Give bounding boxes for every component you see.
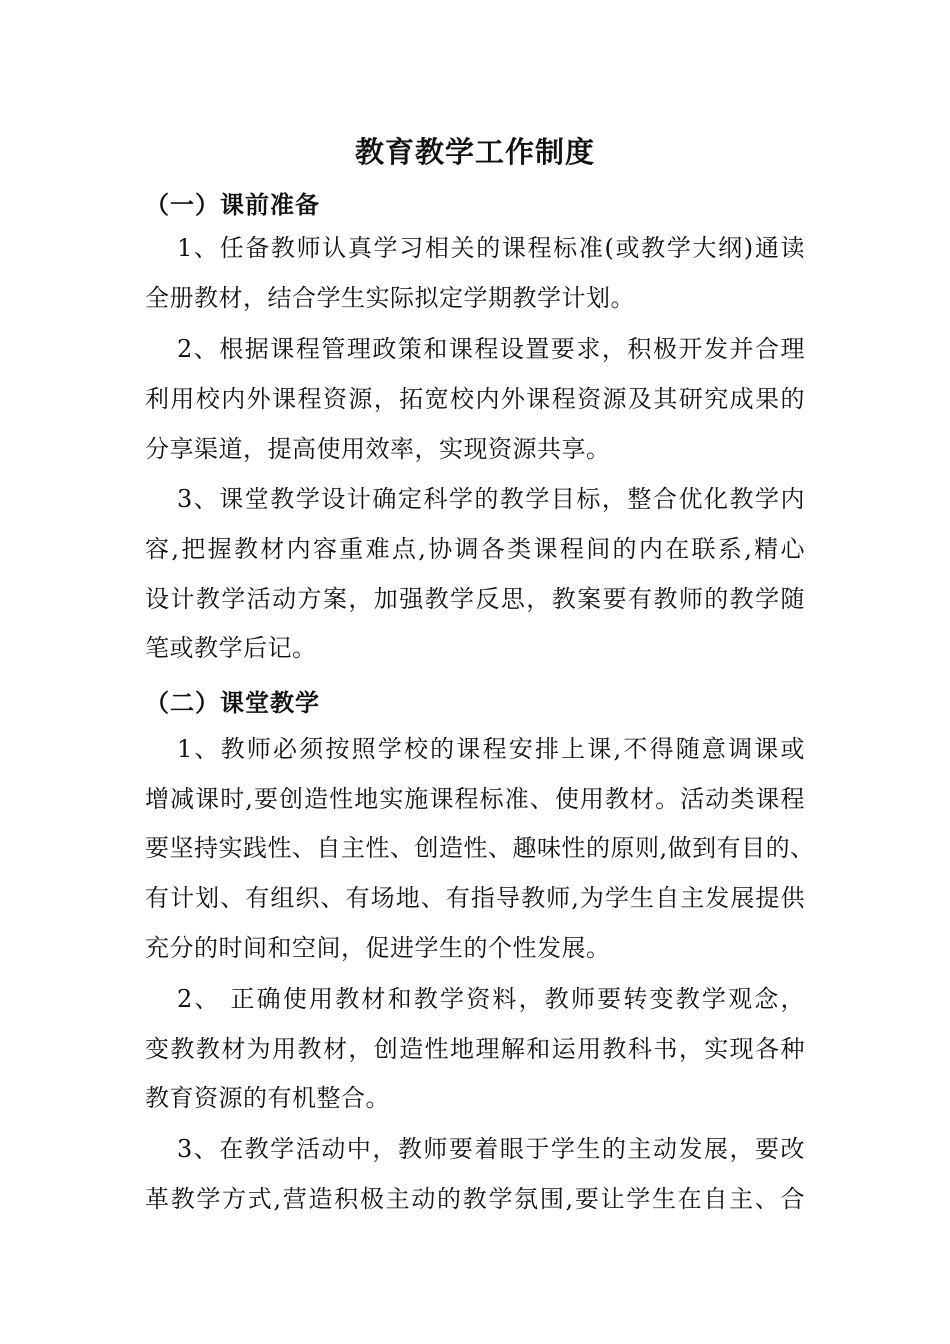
paragraph-line: 2、 正确使用教材和教学资料，教师要转变教学观念，	[177, 985, 805, 1013]
paragraph-line: 分享渠道，提高使用效率，实现资源共享。	[145, 435, 611, 463]
paragraph-line: 2、根据课程管理政策和课程设置要求，积极开发并合理	[177, 335, 805, 363]
document-title: 教育教学工作制度	[354, 135, 595, 169]
paragraph-line: 有计划、有组织、有场地、有指导教师,为学生自主发展提供	[145, 884, 805, 912]
paragraph-line: 1、教师必须按照学校的课程安排上课,不得随意调课或	[177, 735, 805, 763]
paragraph-line: 教育资源的有机整合。	[145, 1084, 390, 1112]
paragraph-line: 1、任备教师认真学习相关的课程标准(或教学大纲)通读	[177, 234, 805, 262]
paragraph-line: 变教教材为用教材，创造性地理解和运用教科书，实现各种	[145, 1035, 805, 1063]
paragraph-line: 设计教学活动方案，加强教学反思，教案要有教师的教学随	[145, 585, 805, 613]
paragraph-line: 3、在教学活动中，教师要着眼于学生的主动发展，要改	[177, 1135, 805, 1163]
paragraph-line: 全册教材，结合学生实际拟定学期教学计划。	[145, 284, 635, 312]
paragraph-line: 容,把握教材内容重难点,协调各类课程间的内在联系,精心	[145, 535, 805, 563]
paragraph-line: 要坚持实践性、自主性、创造性、趣味性的原则,做到有目的、	[145, 834, 815, 862]
paragraph-line: 3、课堂教学设计确定科学的教学目标，整合优化教学内	[177, 485, 805, 513]
paragraph-line: 充分的时间和空间，促进学生的个性发展。	[145, 934, 611, 962]
paragraph-line: 增减课时,要创造性地实施课程标准、使用教材。活动类课程	[145, 785, 805, 813]
section-heading-2: （二）课堂教学	[145, 689, 320, 717]
paragraph-line: 笔或教学后记。	[145, 634, 317, 662]
paragraph-line: 革教学方式,营造积极主动的教学氛围,要让学生在自主、合	[145, 1185, 805, 1213]
section-heading-1: （一）课前准备	[145, 191, 320, 219]
paragraph-line: 利用校内外课程资源，拓宽校内外课程资源及其研究成果的	[145, 385, 805, 413]
